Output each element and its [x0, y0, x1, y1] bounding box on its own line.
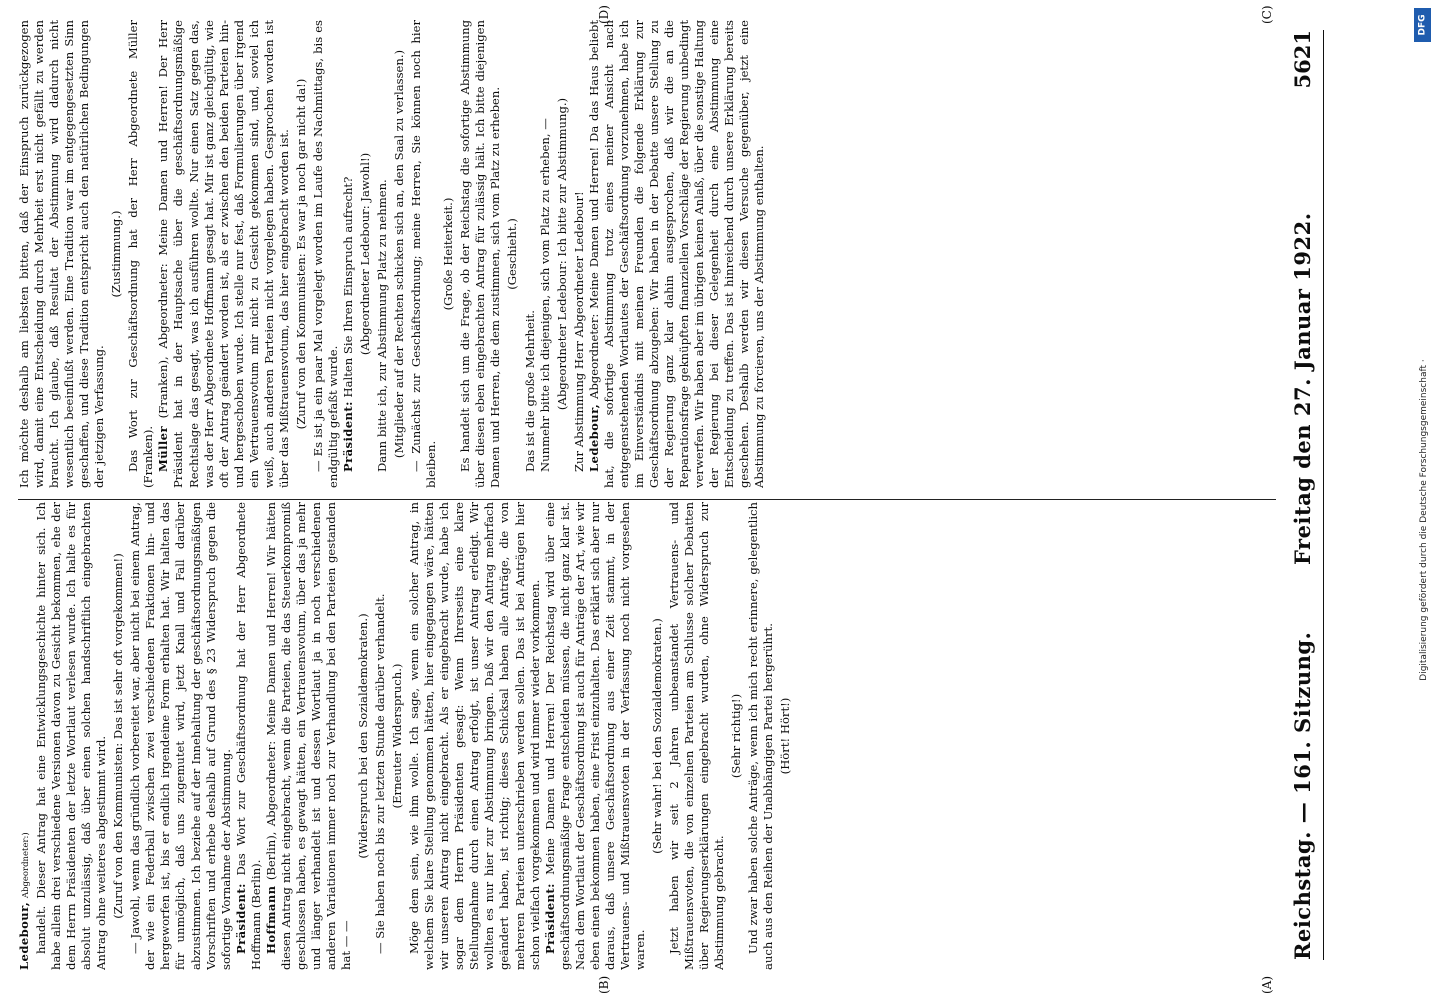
paragraph: [746, 502, 776, 970]
interjection: (Abgeordneter Ledebour: Ich bitte zur Abstimmung.): [554, 97, 569, 411]
paragraph: [572, 20, 587, 488]
interjection: (Erneuter Widerspruch.): [390, 663, 405, 809]
paragraph-text: — Zunächst zur Geschäftsordnung; meine Herren, Sie können noch hier bleiben.: [409, 20, 439, 488]
paragraph: [234, 502, 264, 970]
paragraph: [373, 502, 388, 970]
digitization-credit-text: Digitalisierung gefördert durch die Deutsche Forschungsgemeinschaft ·: [1419, 359, 1429, 681]
left-column: [17, 502, 1279, 970]
speaker-name: Präsident:: [340, 401, 355, 472]
paragraph: [126, 20, 156, 488]
interjection: (Große Heiterkeit.): [441, 197, 456, 311]
paragraph-text: Das Wort zur Geschäftsordnung hat der Herr Abgeordnete Hoffmann (Berlin).: [233, 502, 263, 970]
paragraph: [34, 502, 109, 970]
speaker-name: Präsident:: [542, 883, 557, 954]
speaker-name: Präsident:: [233, 883, 248, 954]
paragraph-text: Und zwar haben solche Anträge, wenn ich mich recht erinnere, gelegentlich auch aus den Reihen der Unabhängigen Partei hergerührt.: [746, 502, 776, 970]
paragraph-text: Meine Damen und Herren! Der Reichstag wird über eine geschäftsordnungsmäßige Frage entscheiden müssen, die nicht ganz klar ist. Nach dem Wortlaut der Geschäftsordnung ist auch für Anträge der Art, wie wir eben einen bekommen haben, eine Frist einzuhalten. Das erklärt sich aber nur daraus, daß unsere Geschäftsordnung aus einer Zeit stammt, in der Vertrauens- und Mißtrauensvoten in der Verfassung noch nicht vorgesehen waren.: [542, 502, 647, 970]
header-session: Reichstag. — 161. Sitzung.: [1290, 631, 1315, 960]
paragraph-text: Das Wort zur Geschäftsordnung hat der Herr Abgeordnete Müller (Franken).: [126, 20, 156, 488]
margin-marker-d: (D): [597, 5, 611, 24]
paragraph-text: Nunmehr bitte ich diejenigen, sich vom Platz zu erheben, —: [537, 118, 552, 472]
paragraph: [341, 20, 356, 488]
interjection: (Geschieht.): [505, 218, 520, 290]
paragraph: [458, 20, 503, 488]
paragraph: [587, 20, 768, 488]
paragraph: [407, 502, 542, 970]
paragraph-text: — Sie haben noch bis zur letzten Stunde darüber verhandelt.: [373, 593, 388, 954]
interjection: (Mitglieder auf der Rechten schicken sich an, den Saal zu verlassen.): [392, 49, 407, 459]
paragraph: [17, 502, 34, 970]
interjection: (Zustimmung.): [109, 210, 124, 298]
speaker-name: Ledebour,: [586, 403, 601, 472]
paragraph: [17, 20, 107, 488]
page-number: 5621: [1290, 30, 1315, 89]
dfg-logo-text: DFG: [1417, 14, 1428, 36]
speaker-note: Abgeordneter:): [21, 832, 31, 899]
speaker-name: Müller: [156, 426, 171, 472]
document-page: [12, 0, 1342, 1000]
paragraph: [409, 20, 439, 488]
speaker-name: Hoffmann: [263, 885, 278, 954]
paragraph-text: Möge dem sein, wie ihm wolle. Ich sage, wenn ein solcher Antrag, in welchem Sie klare Stellung genommen hätten, hier eingegangen wäre, hätten wir unseren Antrag nicht eingebracht. Als er eingebracht wurde, habe ich sogar dem Herrn Präsidenten gesagt: Wenn Ihrerseits eine klare Stellungnahme durch einen Antrag erfolgt, ist unser Antrag erledigt. Wir wollten es nur hier zur Abstimmung bringen. Daß wir den Antrag mehrfach geändert haben, ist richtig; dieses Schicksal haben alle Anträge, die von mehreren Parteien unterschrieben werden sollen. Das ist bei Anträgen hier schon vielfach vorgekommen und wird immer wieder vorkommen.: [407, 502, 542, 970]
header-rule: [1323, 30, 1324, 960]
margin-marker-a: (A): [1260, 975, 1274, 994]
interjection: (Sehr wahr! bei den Sozialdemokraten.): [649, 618, 664, 854]
paragraph: [311, 20, 341, 488]
paragraph-text: Zur Abstimmung Herr Abgeordneter Ledebour!: [571, 191, 586, 472]
margin-marker-b: (B): [597, 975, 611, 994]
interjection: (Zuruf von den Kommunisten: Es war ja noch gar nicht da!): [293, 78, 308, 430]
column-divider: [18, 499, 1276, 500]
paragraph: [538, 20, 553, 488]
interjection: (Zuruf von den Kommunisten: Das ist sehr oft vorgekommen!): [111, 553, 126, 919]
paragraph-text: Halten Sie Ihren Einspruch aufrecht?: [340, 176, 355, 398]
paragraph-text: handelt. Dieser Antrag hat eine Entwicklungsgeschichte hinter sich. Ich habe allein drei verschiedene Versionen davon zu Gesicht bekommen, ehe der dem Herrn Präsidenten der letzte Wortlaut verlesen wurde. Ich halte es für absolut unzulässig, daß über einen solchen handschriftlich eingebrachten Antrag ohne weiteres abgestimmt wird.: [34, 502, 109, 970]
paragraph: [543, 502, 648, 970]
page-header: [1286, 30, 1320, 960]
interjection: (Abgeordneter Ledebour: Jawohl!): [358, 152, 373, 356]
paragraph: [523, 20, 538, 488]
paragraph: [156, 20, 291, 488]
paragraph-text: (Franken), Abgeordneter: Meine Damen und Herren! Der Herr Präsident hat in der Hauptsache über die geschäftsordnungsmäßige Rechtslage das gesagt, was ich ausführen wollte. Nur einen Satz gegen das, was der Herr Abgeordnete Hoffmann gesagt hat. Mir ist ganz gleichgültig, wie oft der Antrag geändert worden ist, als er zwischen den beiden Parteien hin- und hergeschoben wurde. Ich stelle nur fest, daß Formulierungen über irgend ein Vertrauensvotum mir nicht zu Gesicht gekommen sind, und, soviel ich weiß, auch anderen Parteien nicht vorgelegen haben. Gesprochen worden ist über das Mißtrauensvotum, das hier eingebracht worden ist.: [156, 20, 291, 488]
paragraph-text: Jetzt haben wir seit 2 Jahren unbeanstandet Vertrauens- und Mißtrauensvoten, die von einzelnen Parteien am Schlusse solcher Debatten über Regierungserklärungen eingebracht wurden, ohne Widerspruch zur Abstimmung gebracht.: [666, 502, 727, 970]
paragraph: [375, 20, 390, 488]
speaker-name: Ledebour,: [17, 901, 31, 970]
paragraph-text: Abgeordneter: Meine Damen und Herren! Da das Haus beliebt hat, die sofortige Abstimmung trotz eines meiner Ansicht nach entgegenstehenden Wortlautes der Geschäftsordnung vorzunehmen, habe ich im Einverständnis mit meinen Freunden die folgende Erklärung zur Geschäftsordnung abzugeben: Wir haben in der Debatte unsere Stellung zu der Regierung ganz klar dahin ausgesprochen, daß wir die an die Reparationsfrage geknüpften finanziellen Vorschläge der Regierung unbedingt verwerfen. Wir haben aber im übrigen keinen Anlaß, über die sonstige Haltung der Regierung bei dieser Gelegenheit durch eine Abstimmung eine Entscheidung zu treffen. Das ist hinreichend durch unsere Erklärung bereits geschehen. Deshalb werden wir diesen Versuche gegenüber, jetzt eine Abstimmung zu forcieren, uns der Abstimmung enthalten.: [586, 20, 767, 488]
interjection: (Widerspruch bei den Sozialdemokraten.): [356, 613, 371, 859]
dfg-logo: [1414, 8, 1431, 42]
interjection: (Hört! Hört!): [778, 697, 793, 775]
interjection: (Sehr richtig!): [729, 693, 744, 779]
header-date: Freitag den 27. Januar 1922.: [1290, 212, 1315, 565]
right-column: [17, 20, 1279, 488]
paragraph: [128, 502, 233, 970]
paragraph-text: Dann bitte ich, zur Abstimmung Platz zu nehmen.: [375, 179, 390, 472]
paragraph-text: Das ist die große Mehrheit.: [522, 310, 537, 472]
paragraph-text: — Es ist ja ein paar Mal vorgelegt worden im Laufe des Nachmittags, bis es endgültig gefaßt wurde.: [310, 20, 340, 488]
paragraph-text: Ich möchte deshalb am liebsten bitten, daß der Einspruch zurückgezogen wird, damit eine Entscheidung durch Mehrheit erst nicht gefällt zu werden braucht. Ich glaube, daß Resultat der Abstimmung wird dadurch nicht wesentlich beeinflußt werden. Eine Tradition war im entgegengesetzten Sinn geschaffen, und diese Tradition entspricht auch den natürlichen Bedingungen der jetzigen Verfassung.: [17, 20, 107, 488]
margin-marker-c: (C): [1260, 5, 1274, 24]
paragraph-text: Es handelt sich um die Frage, ob der Reichstag die sofortige Abstimmung über diesen eben eingebrachten Antrag für zulässig hält. Ich bitte diejenigen Damen und Herren, die dem zustimmen, sich vom Platz zu erheben.: [458, 20, 503, 488]
paragraph-text: — Jawohl, wenn das gründlich vorbereitet war, aber nicht bei einem Antrag, der wie ein Federball zwischen zwei verschiedenen Fraktionen hin- und hergeworfen ist, bis er endlich irgendeine Form erhalten hat. Wir halten das für unmöglich, daß uns zugemutet wird, jetzt Knall und Fall darüber abzustimmen. Ich beziehe auf der Innehaltung der geschäftsordnungsmäßigen Vorschriften und erhebe deshalb auf Grund des § 23 Widerspruch gegen die sofortige Vornahme der Abstimmung.: [128, 502, 233, 970]
paragraph: [667, 502, 727, 970]
paragraph-text: (Berlin), Abgeordneter: Meine Damen und Herren! Wir hätten diesen Antrag nicht eingebracht, wenn die Parteien, die das Steuerkompromiß geschlossen haben, es gewagt hätten, ein Vertrauensvotum, über das ja mehr und länger verhandelt ist und dessen Wortlaut ja in noch verschiedenen anderen Variationen immer noch zur Verhandlung bei den Parteien gestanden hat — —: [263, 502, 353, 970]
paragraph: [264, 502, 354, 970]
